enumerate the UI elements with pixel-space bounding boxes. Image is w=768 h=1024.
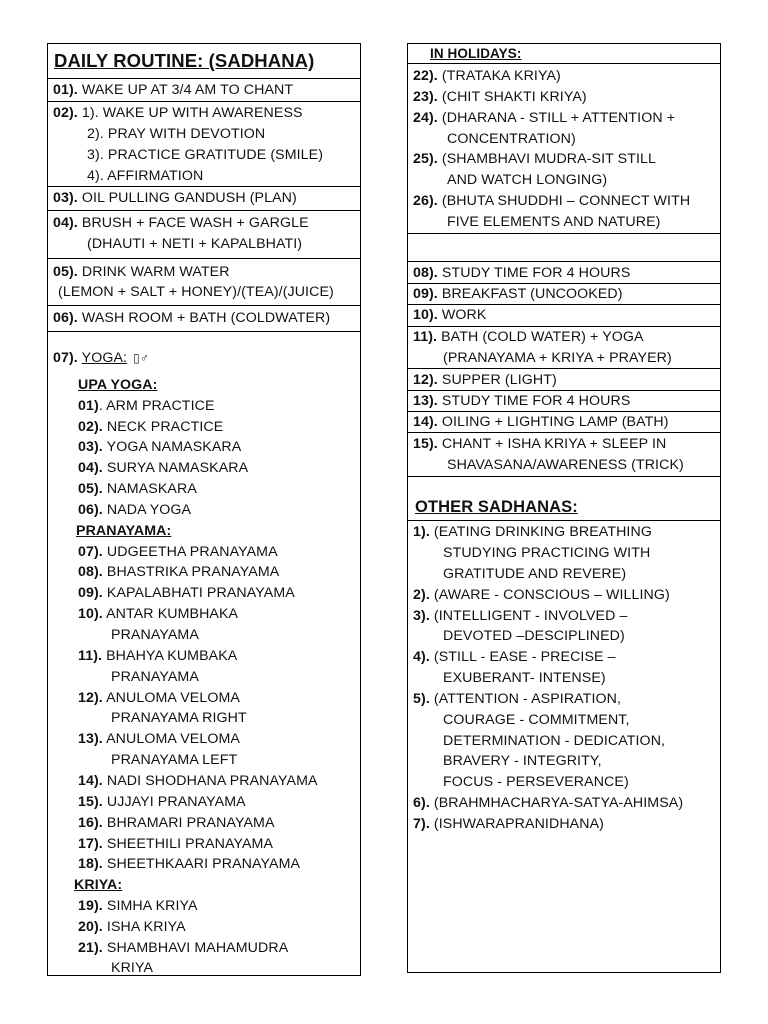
routine-row-10: 10). WORK	[408, 304, 720, 326]
other-sadhanas-heading: OTHER SADHANAS:	[415, 498, 578, 516]
other-sadhanas-heading-cell	[408, 476, 720, 520]
list-item: 1). (EATING DRINKING BREATHING	[413, 524, 652, 540]
holidays-heading: IN HOLIDAYS:	[430, 46, 522, 61]
list-item: 20). ISHA KRIYA	[78, 919, 186, 935]
pranayama-heading: PRANAYAMA:	[76, 523, 172, 539]
list-item: 13). ANULOMA VELOMA	[78, 731, 240, 747]
list-item-cont: EXUBERANT- INTENSE)	[443, 670, 606, 686]
list-item-cont: PRANAYAMA RIGHT	[111, 710, 247, 726]
list-item-cont: PRANAYAMA LEFT	[111, 752, 238, 768]
routine-row-08: 08). STUDY TIME FOR 4 HOURS	[408, 261, 720, 283]
row-text: 3). PRACTICE GRATITUDE (SMILE)	[87, 147, 324, 163]
list-item: 10). ANTAR KUMBHAKA	[78, 606, 239, 622]
daily-routine-column	[47, 43, 361, 976]
routine-row-05	[48, 258, 360, 305]
list-item-cont: STUDYING PRACTICING WITH	[443, 545, 651, 561]
row-text: DRINK WARM WATER	[77, 264, 230, 280]
routine-row-01	[48, 78, 360, 101]
list-item-cont: COURAGE - COMMITMENT,	[443, 712, 630, 728]
list-item: 24). (DHARANA - STILL + ATTENTION +	[413, 110, 676, 126]
yoga-icon: ▯♂	[133, 351, 149, 365]
list-item: 03). YOGA NAMASKARA	[78, 439, 242, 455]
list-item-cont: KRIYA	[111, 960, 154, 976]
list-item-cont: DEVOTED –DESCIPLINED)	[443, 628, 625, 644]
list-item: 17). SHEETHILI PRANAYAMA	[78, 836, 274, 852]
row-text: 4). AFFIRMATION	[87, 168, 204, 184]
row-number: 07).	[53, 350, 78, 366]
row-text: 2). PRAY WITH DEVOTION	[87, 126, 266, 142]
routine-row-09: 09). BREAKFAST (UNCOOKED)	[408, 283, 720, 304]
row-text: OIL PULLING GANDUSH (PLAN)	[77, 190, 297, 206]
list-item: 07). UDGEETHA PRANAYAMA	[78, 544, 278, 560]
routine-row-11: 11). BATH (COLD WATER) + YOGA (PRANAYAMA + KRIYA + PRAYER)	[408, 326, 720, 368]
row-number: 02).	[53, 105, 78, 121]
holidays-list	[408, 63, 720, 233]
routine-row-14: 14). OILING + LIGHTING LAMP (BATH)	[408, 411, 720, 432]
list-item: 23). (CHIT SHAKTI KRIYA)	[413, 89, 587, 105]
list-item: 3). (INTELLIGENT - INVOLVED –	[413, 608, 628, 624]
list-item: 05). NAMASKARA	[78, 481, 197, 497]
holidays-column	[407, 43, 721, 973]
page-title: DAILY ROUTINE: (SADHANA)	[54, 50, 315, 71]
row-number: 05).	[53, 264, 78, 280]
row-text: BRUSH + FACE WASH + GARGLE	[77, 215, 309, 231]
row-text: (LEMON + SALT + HONEY)/(TEA)/(JUICE)	[58, 284, 334, 300]
list-item: 25). (SHAMBHAVI MUDRA-SIT STILL	[413, 151, 657, 167]
upa-yoga-heading: UPA YOGA:	[78, 377, 158, 393]
row-text: SHAVASANA/AWARENESS (TRICK)	[447, 457, 684, 473]
list-item: 06). NADA YOGA	[78, 502, 192, 518]
row-text: (DHAUTI + NETI + KAPALBHATI)	[87, 236, 303, 252]
holidays-heading-cell	[408, 44, 720, 63]
list-item-cont: PRANAYAMA	[111, 669, 199, 685]
list-item: 2). (AWARE - CONSCIOUS – WILLING)	[413, 587, 670, 603]
other-sadhanas-list	[408, 520, 720, 973]
list-item: 14). NADI SHODHANA PRANAYAMA	[78, 773, 318, 789]
row-text: WAKE UP AT 3/4 AM TO CHANT	[77, 82, 294, 98]
yoga-section	[48, 331, 360, 976]
list-item-cont: BRAVERY - INTEGRITY,	[443, 753, 602, 769]
routine-row-12: 12). SUPPER (LIGHT)	[408, 368, 720, 390]
list-item-cont: DETERMINATION - DEDICATION,	[443, 733, 666, 749]
row-text: WASH ROOM + BATH (COLDWATER)	[77, 310, 331, 326]
list-item-cont: FOCUS - PERSEVERANCE)	[443, 774, 629, 790]
routine-row-13: 13). STUDY TIME FOR 4 HOURS	[408, 390, 720, 411]
list-item: 08). BHASTRIKA PRANAYAMA	[78, 564, 280, 580]
row-number: 01).	[53, 82, 78, 98]
row-number: 03).	[53, 190, 78, 206]
routine-row-02	[48, 101, 360, 186]
list-item: 18). SHEETHKAARI PRANAYAMA	[78, 856, 301, 872]
routine-row-03	[48, 186, 360, 210]
list-item: 02). NECK PRACTICE	[78, 419, 224, 435]
list-item: 22). (TRATAKA KRIYA)	[413, 68, 561, 84]
list-item: 01). ARM PRACTICE	[78, 398, 215, 414]
title-cell	[48, 44, 360, 78]
row-text: (PRANAYAMA + KRIYA + PRAYER)	[443, 350, 672, 366]
list-item: 26). (BHUTA SHUDDHI – CONNECT WITH	[413, 193, 691, 209]
routine-row-04	[48, 210, 360, 258]
routine-row-15: 15). CHANT + ISHA KRIYA + SLEEP IN SHAVASANA/AWARENESS (TRICK)	[408, 432, 720, 476]
list-item-cont: CONCENTRATION)	[447, 131, 576, 147]
list-item-cont: FIVE ELEMENTS AND NATURE)	[447, 214, 661, 230]
list-item: 6). (BRAHMHACHARYA-SATYA-AHIMSA)	[413, 795, 684, 811]
list-item: 04). SURYA NAMASKARA	[78, 460, 249, 476]
list-item: 4). (STILL - EASE - PRECISE –	[413, 649, 616, 665]
list-item: 19). SIMHA KRIYA	[78, 898, 198, 914]
list-item: 15). UJJAYI PRANAYAMA	[78, 794, 246, 810]
row-number: 04).	[53, 215, 78, 231]
list-item: 5). (ATTENTION - ASPIRATION,	[413, 691, 622, 707]
list-item-cont: GRATITUDE AND REVERE)	[443, 566, 627, 582]
empty-cell	[408, 233, 720, 261]
list-item: 12). ANULOMA VELOMA	[78, 690, 240, 706]
row-number: 06).	[53, 310, 78, 326]
list-item: 21). SHAMBHAVI MAHAMUDRA	[78, 940, 289, 956]
list-item-cont: AND WATCH LONGING)	[447, 172, 608, 188]
list-item: 09). KAPALABHATI PRANAYAMA	[78, 585, 295, 601]
routine-row-06	[48, 305, 360, 331]
list-item: 7). (ISHWARAPRANIDHANA)	[413, 816, 604, 832]
kriya-heading: KRIYA:	[74, 877, 123, 893]
list-item: 11). BHAHYA KUMBAKA	[78, 648, 238, 664]
list-item: 16). BHRAMARI PRANAYAMA	[78, 815, 275, 831]
yoga-label: YOGA:	[81, 350, 128, 366]
list-item-cont: PRANAYAMA	[111, 627, 199, 643]
row-text: 1). WAKE UP WITH AWARENESS	[77, 105, 303, 121]
